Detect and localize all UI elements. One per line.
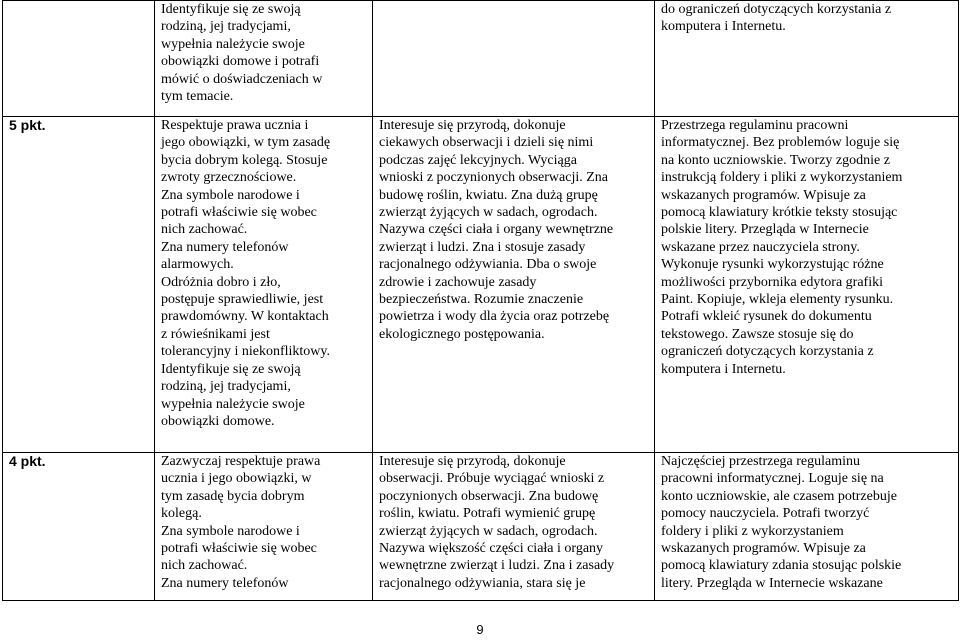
table-row [3, 453, 959, 601]
social-criteria-cell: Identyfikuje się ze swoją rodziną, jej tradycjami, wypełnia należycie swoje obowiązki domowe i potrafi mówić o doświadczeniach w tym temacie. [155, 1, 373, 117]
grade-label: 4 pkt. [9, 453, 46, 469]
nature-criteria-cell: Interesuje się przyrodą, dokonuje obserwacji. Próbuje wyciągać wnioski z poczynionych obserwacji. Zna budowę roślin, kwiatu. Potrafi wymienić grupę zwierząt żyjących w sadach, ogrodach. Nazywa większość części ciała i organy wewnętrzne zwierząt i ludzi. Zna i zasady racjonalnego odżywiania, stara się je [373, 453, 655, 601]
social-criteria-cell: Respektuje prawa ucznia i jego obowiązki, w tym zasadę bycia dobrym kolegą. Stosuje zwroty grzecznościowe. Zna symbole narodowe i potrafi właściwie się wobec nich zachować. Zna numery telefonów alarmowych. Odróżnia dobro i zło, postępuje sprawiedliwie, jest prawdomówny. W kontaktach z rówieśnikami jest tolerancyjny i niekonfliktowy. Identyfikuje się ze swoją rodziną, jej tradycjami, wypełnia należycie swoje obowiązki domowe. [155, 117, 373, 453]
table-row [3, 117, 959, 453]
nature-criteria-cell: Interesuje się przyrodą, dokonuje ciekawych obserwacji i dzieli się nimi podczas zajęć lekcyjnych. Wyciąga wnioski z poczynionych obserwacji. Zna budowę roślin, kwiatu. Zna dużą grupę zwierząt żyjących w sadach, ogrodach. Nazywa części ciała i organy wewnętrzne zwierząt i ludzi. Zna i stosuje zasady racjonalnego odżywiania. Dba o swoje zdrowie i zachowuje zasady bezpieczeństwa. Rozumie znaczenie powietrza i wody dla życia oraz potrzebę ekologicznego postępowania. [373, 117, 655, 453]
social-criteria-cell: Zazwyczaj respektuje prawa ucznia i jego obowiązki, w tym zasadę bycia dobrym kolegą. Zna symbole narodowe i potrafi właściwie się wobec nich zachować. Zna numery telefonów [155, 453, 373, 601]
grade-cell [3, 117, 155, 453]
assessment-table [2, 0, 959, 601]
it-criteria-cell: do ograniczeń dotyczących korzystania z komputera i Internetu. [655, 1, 959, 117]
grade-label: 5 pkt. [9, 117, 46, 133]
it-criteria-cell: Przestrzega regulaminu pracowni informatycznej. Bez problemów loguje się na konto uczniowskie. Tworzy zgodnie z instrukcją foldery i pliki z wykorzystaniem wskazanych programów. Wpisuje za pomocą klawiatury krótkie teksty stosując polskie litery. Przegląda w Internecie wskazane przez nauczyciela strony. Wykonuje rysunki wykorzystując różne możliwości przybornika edytora grafiki Paint. Kopiuje, wkleja elementy rysunku. Potrafi wkleić rysunek do dokumentu tekstowego. Zawsze stosuje się do ograniczeń dotyczących korzystania z komputera i Internetu. [655, 117, 959, 453]
grade-cell [3, 453, 155, 601]
table-row [3, 1, 959, 117]
page-number: 9 [476, 622, 484, 637]
grade-cell [3, 1, 155, 117]
it-criteria-cell: Najczęściej przestrzega regulaminu pracowni informatycznej. Loguje się na konto uczniowskie, ale czasem potrzebuje pomocy nauczyciela. Potrafi tworzyć foldery i pliki z wykorzystaniem wskazanych programów. Wpisuje za pomocą klawiatury zdania stosując polskie litery. Przegląda w Internecie wskazane [655, 453, 959, 601]
nature-criteria-cell [373, 1, 655, 117]
